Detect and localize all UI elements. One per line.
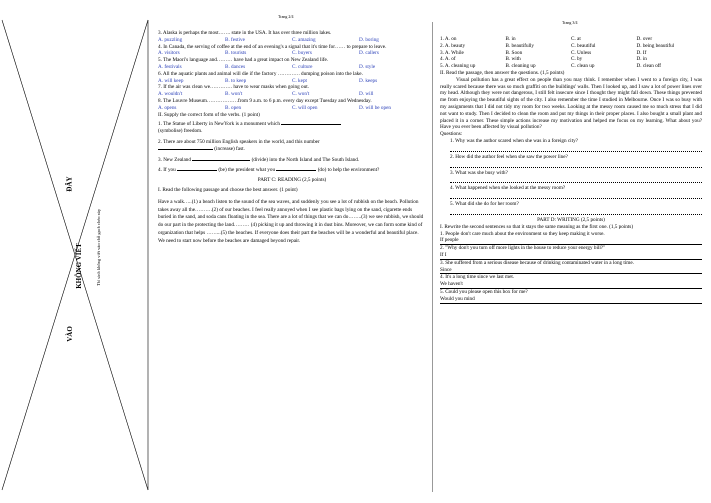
reading-1-title: I. Read the following passage and choose the best answer. (1 point) (158, 186, 298, 193)
option[interactable]: C. culture (292, 63, 313, 70)
comprehension-question-1: 1. Why was the author scared when she was in a foreign city? (450, 137, 578, 144)
part-d-heading: PART D: WRITING (2,5 points) (537, 216, 605, 223)
option[interactable]: D. boring (359, 36, 379, 43)
option[interactable]: B. tourists (225, 50, 247, 57)
rewrite-prompt-5: Would you mind (440, 295, 475, 302)
rewrite-answer-2[interactable] (440, 252, 702, 260)
option[interactable]: C. won't (292, 91, 310, 98)
answer-line-3[interactable] (450, 176, 702, 183)
option[interactable]: D. in (636, 56, 647, 63)
verb-question-4-suffix: (do) to help the environment? (317, 167, 380, 174)
option[interactable]: 5. A. cleaning up (440, 63, 476, 70)
option[interactable]: D. keeps (359, 77, 378, 84)
reading-answer-options (440, 36, 702, 70)
verb-answer-4b[interactable] (276, 170, 316, 171)
answer-row-2 (440, 43, 702, 50)
page-number-right: Trang 3/4 (562, 20, 578, 25)
verb-answer-4a[interactable] (177, 170, 217, 171)
comprehension-question-4: 4. What happened when she looked at the messy room? (450, 185, 566, 192)
question-5: 5. The Maori's language and……… have had a great impact on New Zealand life. (158, 57, 329, 64)
option[interactable]: D. will (359, 91, 374, 98)
verb-question-4-mid: (be) the president what you (218, 167, 276, 174)
rewrite-answer-5[interactable] (440, 296, 702, 304)
left-column (158, 30, 426, 246)
rewrite-question-1: 1. People don't care much about the environment so they keep making it worse. (440, 230, 605, 237)
option[interactable]: A. wouldn't (158, 91, 183, 98)
option[interactable]: D. clean off (636, 63, 662, 70)
verb-answer-2[interactable] (158, 149, 213, 150)
option[interactable]: D. will be open (359, 104, 391, 111)
option[interactable]: B. Soon (505, 49, 523, 56)
comprehension-question-2: 2. How did the author feel when she saw the power line? (450, 153, 568, 160)
writing-title: I. Rewrite the second sentences so that it stays the same meaning as the first one. (1,5 points) (440, 223, 634, 230)
option[interactable]: 2. A. beauty (440, 42, 466, 49)
question-3-options (158, 37, 426, 44)
rewrite-question-5: 5. Could you please open this box for me? (440, 288, 528, 295)
verb-question-2-suffix: (increase) fast. (214, 145, 245, 152)
column-divider (432, 22, 433, 492)
reading-2-passage: Visual pollution has a great effect on people than you may think. I remember when I went to a foreign city, I was really scared because there was so much graffiti on the buildings' walls. Then I looked up, and I saw a lot of power lines over my head. Although they were not dangerous, I still felt insecure since I thought they might fall down. These things prevented me from enjoying the beautiful sights of the city. I also remember the time I studied in Melbourne. Once I was so busy with my assignments that I did not tidy my room for two weeks. Looking at the messy room caused me so much stress that I did not want to study. Then I decided to clean the room and put my things in their proper places. I also bought a small plant and placed it in a corner. These simple actions increase my motivation and helped me focus on my learning. What about you? Have you ever been affected by visual pollution? (440, 76, 702, 131)
verb-question-1-text: 1. The Statue of Liberty in NewYork is a monument which (158, 121, 280, 128)
rewrite-question-3: 3. She suffered from a serious disease because of drinking contaminated water in a long time. (440, 259, 634, 266)
option[interactable]: C. amazing (292, 36, 316, 43)
verb-question-3-suffix: (divide) into the North Island and The South Island. (251, 156, 360, 163)
option[interactable]: D. being beautiful (636, 42, 675, 49)
option[interactable]: B. dances (225, 63, 246, 70)
question-8: 8. The Louvre Museum………………from 9 a.m. to 6 p.m. every day except Tuesday and Wednesday. (158, 97, 372, 104)
reading-1-passage: Have a walk…..(1) a beach listen to the sound of the sea waves, and suddenly you see a lot of rubbish on the beach. Pollution takes away all the……….(2) of our beaches. I feel really annoyed when I see plastic bags lying on the sand, cigarette ends buried in the sand, and soda cans floating in the sea. There are a lot of things that we can do……..(3) we see rubbish, we should do our part in the protecting the land……… (4) picking it up and throwing it in dust bins. Moreover, we can form some kind of organization that helps ……...(5) the beaches. If everyone does their part the beaches will be a wonderful and beautiful place. We need to start now before the beaches are damaged beyond repair. (158, 198, 424, 244)
margin-note: Thí sinh không viết vào chỗ gạch chéo này (96, 208, 102, 287)
exclusion-margin (0, 0, 150, 503)
question-5-options (158, 64, 426, 71)
option[interactable]: 1. A. on (440, 36, 457, 42)
rewrite-answer-4[interactable] (440, 281, 702, 289)
option[interactable]: D. over (636, 36, 653, 42)
option[interactable]: C. beautiful (571, 42, 596, 49)
option[interactable]: 3. A. While (440, 49, 464, 56)
reading-2-title: II. Read the passage, then answer the questions. (1,5 points) (440, 69, 565, 76)
rewrite-question-4: 4. It's a long time since we last met. (440, 274, 515, 281)
answer-line-1[interactable] (450, 145, 702, 152)
rewrite-prompt-3: Since (440, 266, 452, 273)
option[interactable]: D. style (359, 63, 376, 70)
section-verbs-title: II. Supply the correct form of the verbs. (1 point) (158, 111, 260, 118)
option[interactable]: B. beautifully (505, 42, 535, 49)
option[interactable]: C. will open (292, 104, 318, 111)
rewrite-answer-3[interactable] (440, 267, 702, 275)
answer-row-5 (440, 63, 702, 70)
answer-row-1 (440, 36, 702, 43)
questions-label: Questions: (440, 131, 463, 138)
margin-label-day: ĐÂY (65, 176, 74, 192)
answer-line-2[interactable] (450, 161, 702, 168)
verb-question-2-end (158, 146, 426, 153)
answer-line-4[interactable] (450, 192, 702, 199)
option[interactable]: A. will keep (158, 77, 184, 84)
verb-answer-1[interactable] (281, 124, 341, 125)
rewrite-question-2: 2. "Why don't you turn off more lights in the house to reduce your energy bill?" (440, 245, 606, 252)
option[interactable]: 4. A. of (440, 56, 456, 63)
page-number-left: Trang 2/4 (278, 14, 294, 19)
verb-question-4 (158, 167, 426, 174)
option[interactable]: C. by (571, 56, 583, 63)
option[interactable]: C. clean up (571, 63, 595, 70)
option[interactable]: B. with (505, 56, 521, 63)
option[interactable]: C. at (571, 36, 581, 42)
margin-label-khong-viet: KHÔNG VIẾT (74, 243, 83, 289)
option[interactable]: C. buyers (292, 50, 312, 57)
rewrite-prompt-4: We haven't (440, 281, 463, 288)
option[interactable]: D. callers (359, 50, 379, 57)
answer-row-4 (440, 56, 702, 63)
option[interactable]: B. cleaning up (505, 63, 536, 70)
answer-line-5[interactable] (450, 208, 702, 215)
rewrite-prompt-2: If I (440, 251, 447, 258)
option[interactable]: B. in (505, 36, 516, 42)
verb-question-3 (158, 157, 426, 164)
verb-question-4-text: 4. If you (158, 167, 176, 174)
option[interactable]: A. opens (158, 104, 177, 111)
rewrite-prompt-1: If people (440, 237, 459, 244)
verb-question-2: 2. There are about 750 million English speakers in the world, and this number (158, 138, 320, 145)
option[interactable]: A. puzzling (158, 36, 183, 43)
verb-question-3-text: 3. New Zealand (158, 156, 191, 163)
question-4: 4. In Canada, the serving of coffee at the end of an evening's a signal that it's time for…… to prepare to leave. (158, 43, 387, 50)
question-7-options (158, 91, 426, 98)
margin-label-vao: VÀO (65, 326, 74, 342)
verb-question-1-end: (symbolise) freedom. (158, 128, 203, 135)
verb-answer-3[interactable] (192, 160, 250, 161)
part-c-heading: PART C: READING (2,5 points) (257, 177, 327, 184)
option[interactable]: C. Unless (571, 49, 592, 56)
option[interactable]: D. If (636, 49, 647, 56)
option[interactable]: B. open (225, 104, 242, 111)
option[interactable]: C. kept (292, 77, 307, 84)
option[interactable]: B. to keep (225, 77, 247, 84)
option[interactable]: A. festivals (158, 63, 182, 70)
question-3: 3. Alaska is perhaps the most……. state in the USA. It has over three million lakes. (158, 30, 332, 36)
right-column (440, 36, 702, 304)
rewrite-answer-1[interactable] (440, 237, 702, 245)
option[interactable]: B. won't (225, 91, 243, 98)
option[interactable]: A. visitors (158, 50, 180, 57)
question-7: 7. If the air was clean we…………. have to wear masks when going out. (158, 84, 309, 91)
option[interactable]: B. festive (225, 36, 245, 43)
comprehension-question-3: 3. What was she busy with? (450, 169, 508, 176)
answer-row-3 (440, 50, 702, 57)
comprehension-question-5: 5. What did she do for her room? (450, 201, 519, 208)
question-6: 6. All the aquatic plants and animal will die if the factory …………. dumping poison into the lake. (158, 70, 363, 77)
question-8-options (158, 105, 426, 112)
